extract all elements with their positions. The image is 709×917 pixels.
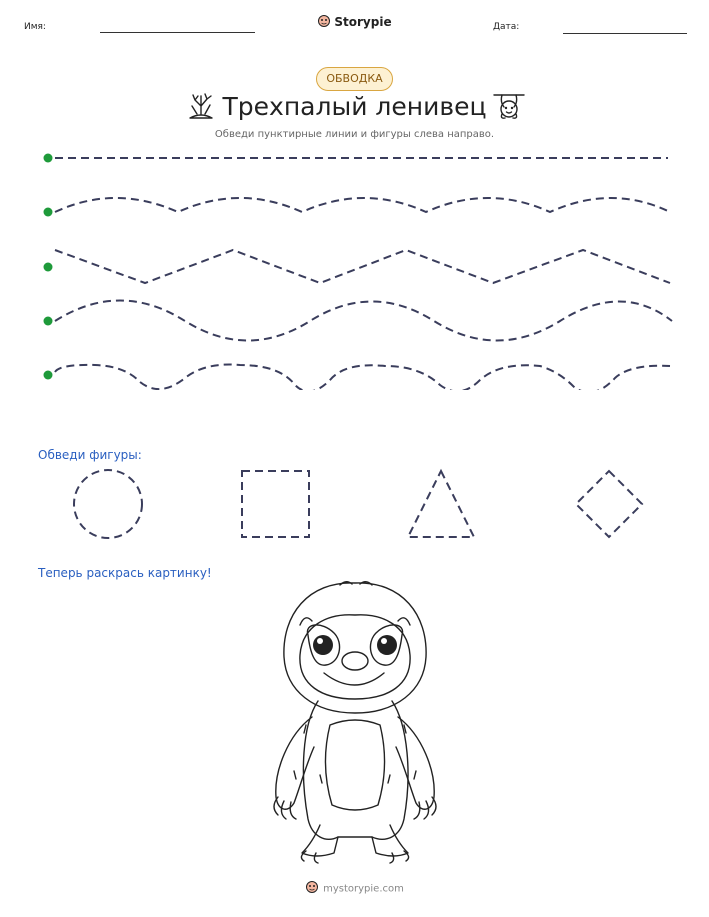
trace-line-curve[interactable] bbox=[55, 301, 672, 341]
trace-circle[interactable] bbox=[74, 470, 142, 538]
name-label: Имя: bbox=[24, 22, 46, 32]
trace-diamond[interactable] bbox=[576, 471, 642, 537]
tracing-shapes bbox=[0, 462, 709, 544]
trace-triangle[interactable] bbox=[408, 471, 474, 537]
start-dot bbox=[44, 317, 53, 326]
start-dot bbox=[44, 208, 53, 217]
tracing-lines bbox=[0, 140, 709, 390]
trace-line-bumps[interactable] bbox=[55, 365, 670, 390]
activity-badge: ОБВОДКА bbox=[316, 67, 393, 91]
sloth-hanging-icon bbox=[492, 90, 526, 122]
date-line[interactable] bbox=[563, 33, 687, 34]
start-dot bbox=[44, 154, 53, 163]
brand bbox=[0, 14, 709, 31]
start-dot bbox=[44, 371, 53, 380]
shapes-label: Обведи фигуры: bbox=[38, 448, 142, 462]
name-line[interactable] bbox=[100, 32, 255, 33]
storypie-logo-icon bbox=[317, 14, 331, 31]
footer-url[interactable]: mystorypie.com bbox=[323, 883, 404, 895]
sloth-coloring-picture[interactable] bbox=[260, 575, 450, 865]
trace-square[interactable] bbox=[242, 471, 309, 537]
page-title: Трехпалый ленивец bbox=[222, 92, 487, 121]
coloring-label: Теперь раскрась картинку! bbox=[38, 566, 212, 580]
footer bbox=[0, 880, 709, 897]
storypie-logo-icon bbox=[305, 880, 319, 897]
start-dot bbox=[44, 263, 53, 272]
trace-line-zigzag[interactable] bbox=[55, 250, 670, 283]
trace-line-wave[interactable] bbox=[55, 198, 670, 212]
brand-name: Storypie bbox=[334, 15, 392, 29]
instructions: Обведи пунктирные линии и фигуры слева направо. bbox=[214, 129, 495, 140]
date-label: Дата: bbox=[493, 22, 520, 32]
